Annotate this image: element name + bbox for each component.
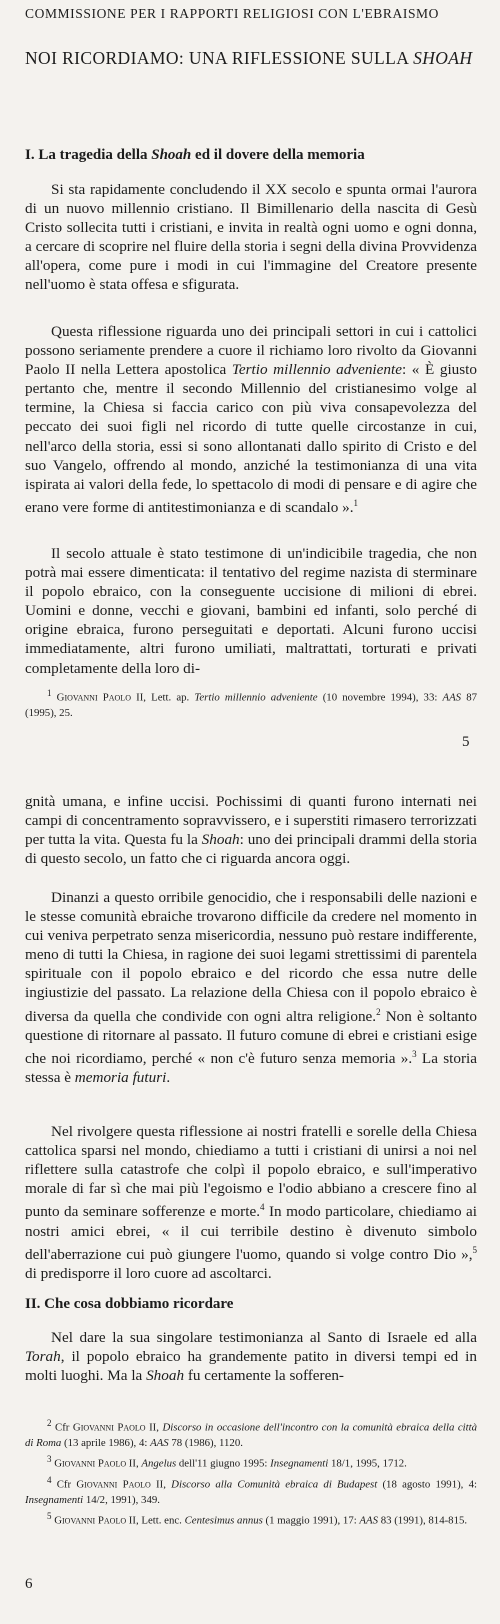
running-head: COMMISSIONE PER I RAPPORTI RELIGIOSI CON L'EBRAISMO <box>25 6 440 21</box>
page-number: 6 <box>25 1576 33 1592</box>
title-text: NOI RICORDIAMO: UNA RIFLESSIONE SULLA <box>25 48 414 68</box>
footnotes <box>25 1416 477 1529</box>
paragraph: Nel dare la sua singolare testimonianza al Santo di Israele ed alla Torah, il popolo ebraico ha grandemente patito in diversi tempi ed in molti luoghi. Ma la Shoah fu certamente la sofferen- <box>25 1329 477 1385</box>
footnote-5: $^5$ Giovanni Paolo II, Lett. enc. Centesimus annus (1 maggio 1991), 17: AAS 83 (1991), 814-815. <box>47 1510 468 1527</box>
section-2-heading: II. Che cosa dobbiamo ricordare <box>25 1296 234 1312</box>
page-number: 5 <box>462 734 470 750</box>
paragraph: Nel rivolgere questa riflessione ai nostri fratelli e sorelle della Chiesa cattolica sparsi nel mondo, chiediamo a tutti i cristiani di unirsi a noi nel riflettere sulla catastrofe che colpì il popolo ebraico, e sull'imperativo morale di far sì che mai più l'egoismo e l'odio abbiano a crescere fino al punto da seminare sofferenze e morte.$^4$ In modo particolare, chiediamo ai nostri amici ebrei, « il cui terribile destino è divenuto simbolo dell'aberrazione cui può giungere l'uomo, quando si volge contro Dio »,$^5$ di predisporre il loro cuore ad ascoltarci. <box>25 1123 478 1282</box>
page-6 <box>0 792 500 1624</box>
paragraph: Il secolo attuale è stato testimone di un'indicibile tragedia, che non potrà mai essere dimenticata: il tentativo del regime nazista di sterminare il popolo ebraico, con la conseguente uccisione di milioni di ebrei. Uomini e donne, vecchi e giovani, bambini ed infanti, solo perché di origine ebraica, furono perseguitati e deportati. Alcuni furono uccisi immediatamente, altri furono umiliati, maltrattati, torturati e privati completamente della loro di- <box>25 545 477 677</box>
section-1-heading: I. La tragedia della Shoah ed il dovere della memoria <box>25 147 365 163</box>
footnote-4: $^4$ Cfr Giovanni Paolo II, Discorso alla Comunità ebraica di Budapest (18 agosto 1991), 4: Insegnamenti 14/2, 1991), 349. <box>25 1474 478 1506</box>
document-title <box>25 48 485 69</box>
footnote-1: $^1$ Giovanni Paolo II, Lett. ap. Tertio millennio adveniente (10 novembre 1994), 33: AAS 87 (1995), 25. <box>25 688 478 720</box>
title-italic: SHOAH <box>413 48 473 68</box>
page-5 <box>0 0 500 790</box>
paragraph: Dinanzi a questo orribile genocidio, che i responsabili delle nazioni e le stesse comunità ebraiche trovarono difficile da credere nel momento in cui veniva perpetrato senza misericordia, nessuno può restare indifferente, meno di tutti la Chiesa, in ragione dei suoi legami strettissimi di parentela spirituale con il popolo ebraico e del ricordo che essa nutre delle ingiustizie del passato. La relazione della Chiesa con il popolo ebraico è diversa da quella che condivide con ogni altra religione.$^2$ Non è soltanto questione di ritornare al passato. Il futuro comune di ebrei e cristiani esige che noi ricordiamo, perché « non c'è futuro senza memoria ».$^3$ La storia stessa è memoria futuri. <box>25 889 477 1086</box>
footnote-ref: 1 <box>353 497 359 508</box>
footnote-3: $^3$ Giovanni Paolo II, Angelus dell'11 giugno 1995: Insegnamenti 18/1, 1995, 1712. <box>47 1454 407 1470</box>
paragraph: Si sta rapidamente concludendo il XX secolo e spunta ormai l'aurora di un nuovo millennio cristiano. Il Bimillenario della nascita di Gesù Cristo sollecita tutti i cristiani, e invita in realtà ogni uomo e ogni donna, a cercare di scoprire nel fluire della storia i segni della divina Provvidenza all'opera, come pure i modi in cui l'immagine del Creatore presente nell'uomo è stata offesa e sfigurata. <box>25 181 477 294</box>
footnote-2: $^2$ Cfr Giovanni Paolo II, Discorso in occasione dell'incontro con la comunità ebraica della città di Roma (13 aprile 1986), 4: AAS 78 (1986), 1120. <box>25 1418 478 1450</box>
paragraph: Questa riflessione riguarda uno dei principali settori in cui i cattolici possono seriamente prendere a cuore il richiamo loro rivolto da Giovanni Paolo II nella Lettera apostolica Tertio millennio adveniente: « È giusto pertanto che, mentre il secondo Millennio del cristianesimo volge al termine, la Chiesa si faccia carico con più viva consapevolezza del peccato dei suoi figli nel ricordo di tutte quelle circostanze in cui, nell'arco della storia, essi si sono allontanati dallo spirito di Cristo e del suo Vangelo, offrendo al mondo, anziché la testimonianza di una vita ispirata ai valori della fede, lo spettacolo di modi di pensare e di agire che erano vere forme di antitestimonianza e di scandalo ».$^1$ <box>25 323 477 516</box>
paragraph: gnità umana, e infine uccisi. Pochissimi di quanti furono internati nei campi di concentramento sopravvissero, e i superstiti rimasero terrorizzati per tutta la vita. Questa fu la Shoah: uno dei principali drammi della storia di questo secolo, un fatto che ci riguarda ancora oggi. <box>25 793 478 868</box>
